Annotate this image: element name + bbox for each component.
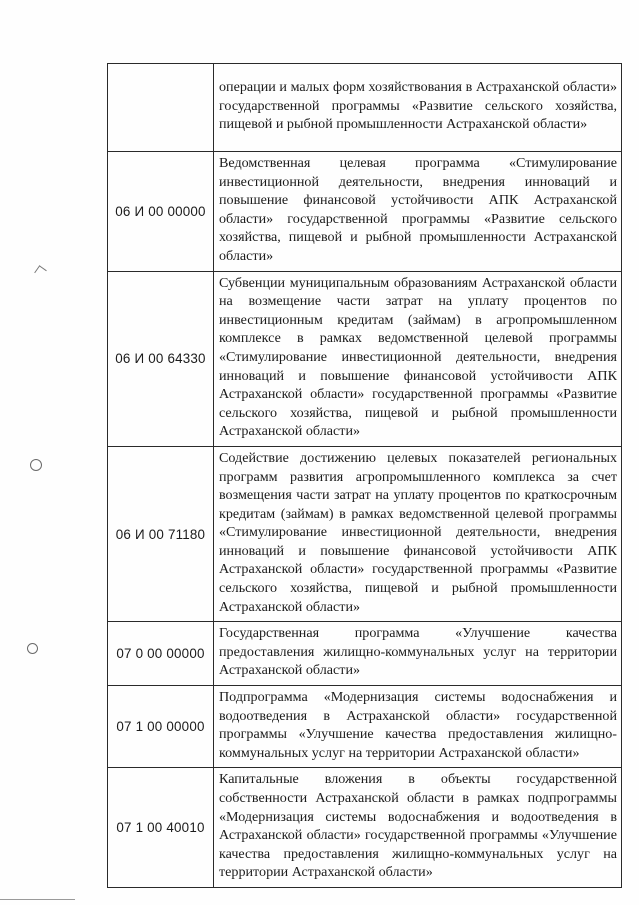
table-row: [108, 271, 622, 446]
code-cell: 06 И 00 00000: [108, 152, 214, 272]
code-cell: 07 1 00 00000: [108, 686, 214, 768]
table-row: [108, 152, 622, 272]
table-row: [108, 64, 622, 152]
table-row: [108, 686, 622, 768]
table-row: [108, 622, 622, 686]
scan-edge-line: [0, 899, 75, 900]
description-cell: Содействие достижению целевых показателей региональных программ развития агропромышленного комплекса за счет возмещения части затрат на уплату процентов по краткосрочным кредитам (займам) в рамках ведомственной целевой программы «Стимулирование инвестиционной деятельности, внедрения инноваций и повышение финансовой устойчивости АПК Астраханской области» государственной программы «Развитие сельского хозяйства, пищевой и рыбной промышленности Астраханской области»: [214, 446, 622, 621]
code-cell: 07 0 00 00000: [108, 622, 214, 686]
description-cell: Капитальные вложения в объекты государственной собственности Астраханской области в рамках подпрограммы «Модернизация системы водоснабжения и водоотведения в Астраханской области» государственной программы «Улучшение качества предоставления жилищно-коммунальных услуг на территории Астраханской области»: [214, 768, 622, 888]
description-cell: Субвенции муниципальным образованиям Астраханской области на возмещение части затрат на уплату процентов по инвестиционным кредитам (займам) в агропромышленном комплексе в рамках ведомственной целевой программы «Стимулирование инвестиционной деятельности, внедрения инноваций и повышение финансовой устойчивости АПК Астраханской области» государственной программы «Развитие сельского хозяйства, пищевой и рыбной промышленности Астраханской области»: [214, 271, 622, 446]
code-cell: 07 1 00 40010: [108, 768, 214, 888]
punch-hole-top: [30, 459, 42, 471]
code-cell: [108, 64, 214, 152]
description-cell: Подпрограмма «Модернизация системы водоснабжения и водоотведения в Астраханской области» государственной программы «Улучшение качества предоставления жилищно-коммунальных услуг на территории Астраханской области»: [214, 686, 622, 768]
table-row: [108, 446, 622, 621]
budget-classification-table: [107, 63, 622, 888]
punch-hole-bottom: [27, 643, 38, 654]
description-cell: Государственная программа «Улучшение качества предоставления жилищно-коммунальных услуг на территории Астраханской области»: [214, 622, 622, 686]
description-cell: операции и малых форм хозяйствования в Астраханской области» государственной программы «Развитие сельского хозяйства, пищевой и рыбной промышленности Астраханской области»: [214, 64, 622, 152]
description-cell: Ведомственная целевая программа «Стимулирование инвестиционной деятельности, внедрения инноваций и повышение финансовой устойчивости АПК Астраханской области» государственной программы «Развитие сельского хозяйства, пищевой и рыбной промышленности Астраханской области»: [214, 152, 622, 272]
scan-mark: [34, 265, 47, 278]
code-cell: 06 И 00 71180: [108, 446, 214, 621]
table-row: [108, 768, 622, 888]
code-cell: 06 И 00 64330: [108, 271, 214, 446]
